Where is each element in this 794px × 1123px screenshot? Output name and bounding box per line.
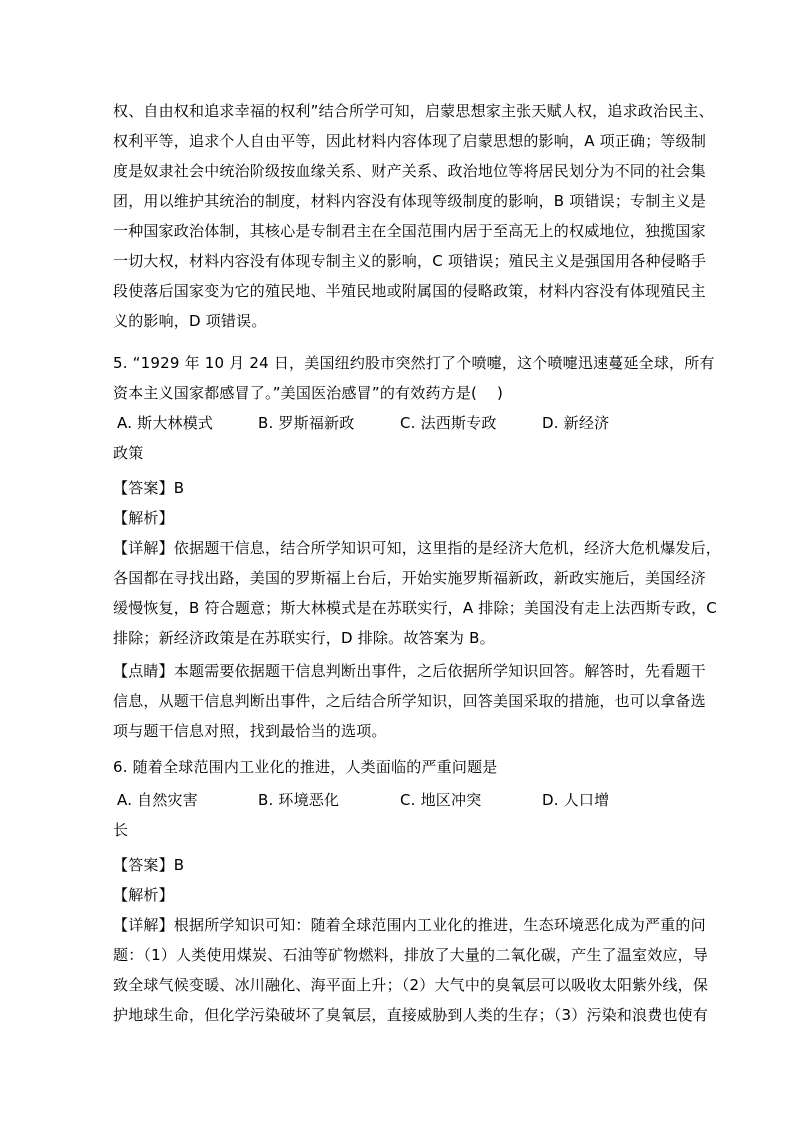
question-6-option-d: D. 人口增 xyxy=(542,791,610,809)
question-5-answer: 【答案】B xyxy=(113,479,185,497)
question-6-answer: 【答案】B xyxy=(113,856,185,874)
question-6-option-d-wrap: 长 xyxy=(113,821,129,839)
question-6-option-b: B. 环境恶化 xyxy=(258,791,340,809)
question-5-option-d: D. 新经济 xyxy=(542,414,610,432)
question-5-detail-line: 排除；新经济政策是在苏联实行，D 排除。故答案为 B。 xyxy=(113,629,495,647)
question-5-tip-line: 【点睛】本题需要依据题干信息判断出事件，之后依据所学知识回答。解答时，先看题干 xyxy=(113,662,706,680)
question-5-option-b: B. 罗斯福新政 xyxy=(258,414,355,432)
q4-explanation-line: 度是奴隶社会中统治阶级按血缘关系、财产关系、政治地位等将居民划分为不同的社会集 xyxy=(113,162,706,180)
question-5-tip-line: 项与题干信息对照，找到最恰当的选项。 xyxy=(113,722,387,740)
question-5-option-c: C. 法西斯专政 xyxy=(400,414,497,432)
question-6-analysis-label: 【解析】 xyxy=(113,886,174,904)
question-5-detail-line: 【详解】依据题干信息，结合所学知识可知，这里指的是经济大危机，经济大危机爆发后， xyxy=(113,539,722,557)
question-5-detail-line: 各国都在寻找出路，美国的罗斯福上台后，开始实施罗斯福新政，新政实施后，美国经济 xyxy=(113,569,706,587)
question-5-tip-line: 信息，从题干信息判断出事件，之后结合所学知识，回答美国采取的措施，也可以拿备选 xyxy=(113,692,706,710)
q4-explanation-line: 一切大权，材料内容没有体现专制主义的影响，C 项错误；殖民主义是强国用各种侵略手 xyxy=(113,252,707,270)
question-5-option-a: A. 斯大林模式 xyxy=(117,414,214,432)
question-6-detail-line: 致全球气候变暖、冰川融化、海平面上升；（2）大气中的臭氧层可以吸收太阳紫外线，保 xyxy=(113,976,709,994)
question-6-stem: 6. 随着全球范围内工业化的推进，人类面临的严重问题是 xyxy=(113,758,498,776)
question-5-analysis-label: 【解析】 xyxy=(113,509,174,527)
question-5-options-row xyxy=(113,408,683,438)
q4-explanation-line: 义的影响，D 项错误。 xyxy=(113,312,267,330)
document-content xyxy=(113,96,722,1030)
question-5-detail-line: 缓慢恢复，B 符合题意；斯大林模式是在苏联实行，A 排除；美国没有走上法西斯专政，C xyxy=(113,599,717,617)
question-6-option-c: C. 地区冲突 xyxy=(400,791,482,809)
question-6-options-row xyxy=(113,785,683,815)
question-6-detail-line: 【详解】根据所学知识可知：随着全球范围内工业化的推进，生态环境恶化成为严重的问 xyxy=(113,916,706,934)
q4-explanation-line: 权、自由权和追求幸福的权利”结合所学可知，启蒙思想家主张天赋人权，追求政治民主、 xyxy=(113,102,714,120)
q4-explanation-line: 权利平等，追求个人自由平等，因此材料内容体现了启蒙思想的影响，A 项正确；等级制 xyxy=(113,132,707,150)
question-5-option-d-wrap: 政策 xyxy=(113,444,144,462)
question-5-stem-line: 5. “1929 年 10 月 24 日，美国纽约股市突然打了个喷嚏，这个喷嚏迅速蔓延全球，所有 xyxy=(113,354,715,372)
question-6-detail-line: 题：（1）人类使用煤炭、石油等矿物燃料，排放了大量的二氧化碳，产生了温室效应，导 xyxy=(113,946,709,964)
question-5-stem-line: 资本主义国家都感冒了。”美国医治感冒”的有效药方是( ) xyxy=(113,384,504,402)
q4-explanation-line: 段使落后国家变为它的殖民地、半殖民地或附属国的侵略政策，材料内容没有体现殖民主 xyxy=(113,282,706,300)
question-6-detail-line: 护地球生命，但化学污染破坏了臭氧层，直接威胁到人类的生存；（3）污染和浪费也使有 xyxy=(113,1006,709,1024)
q4-explanation-line: 团，用以维护其统治的制度，材料内容没有体现等级制度的影响，B 项错误；专制主义是 xyxy=(113,192,707,210)
question-6-option-a: A. 自然灾害 xyxy=(117,791,198,809)
q4-explanation-line: 一种国家政治体制，其核心是专制君主在全国范围内居于至高无上的权威地位，独揽国家 xyxy=(113,222,706,240)
